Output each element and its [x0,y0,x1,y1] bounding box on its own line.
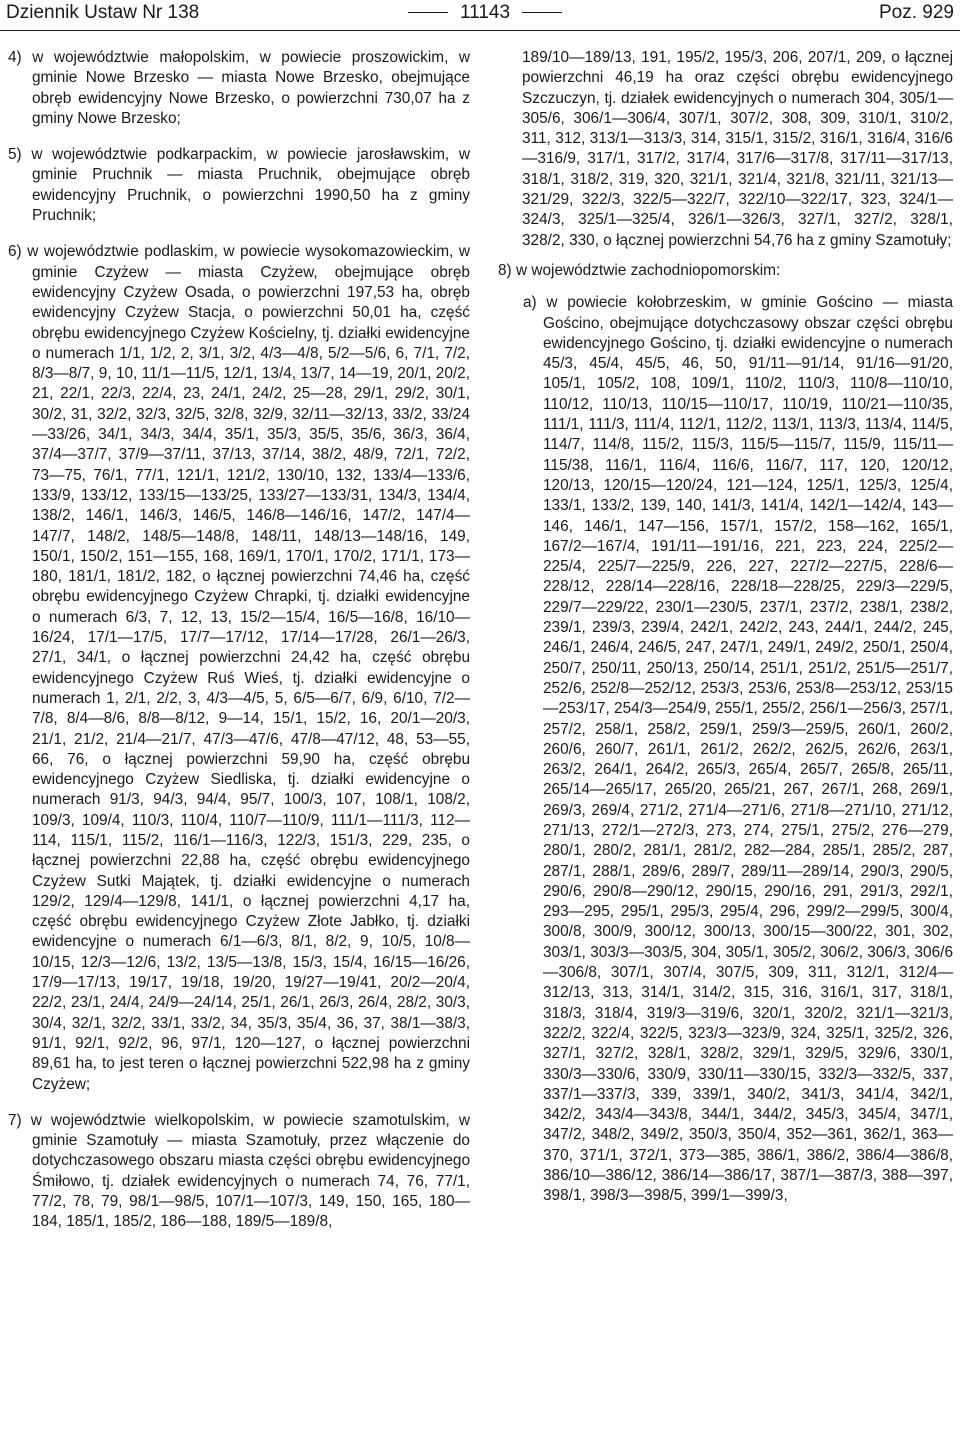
right-column [498,48,953,1207]
item-8a: a) w powiecie kołobrzeskim, w gminie Gościno — miasta Gościno, obejmujące dotychczasowy obszar części obrębu ewidencyjnego Gościno, tj. działki ewidencyjne o numerach 45/3, 45/4, 45/5, 46, 50, 91/11—91/14, 91/16—91/20, 105/1, 105/2, 108, 109/1, 110/2, 110/3, 110/8—110/10, 110/12, 110/13, 110/15—110/17, 110/19, 110/21—110/35, 111/1, 111/3, 111/4, 112/1, 112/2, 113/1, 113/3, 113/4, 114/5, 114/7, 114/8, 115/2, 115/3, 115/5—115/7, 115/9, 115/11—115/38, 116/1, 116/4, 116/6, 116/7, 117, 120, 120/12, 120/13, 120/15—120/24, 121—124, 125/1, 125/3, 125/4, 133/1, 133/2, 139, 140, 141/3, 141/4, 142/1—142/4, 143—146, 146/1, 147—156, 157/1, 157/2, 158—162, 165/1, 167/2—167/4, 191/11—191/16, 221, 223, 224, 225/2—225/4, 225/7—225/9, 226, 227, 227/2—227/5, 228/6—228/12, 228/14—228/16, 228/18—228/25, 229/3—229/5, 229/7—229/22, 230/1—230/5, 237/1, 237/2, 238/1, 238/2, 239/1, 239/3, 239/4, 242/1, 242/2, 243, 244/1, 244/2, 245, 246/1, 246/4, 246/5, 247, 247/1, 249/1, 249/2, 250/1, 250/4, 250/7, 250/11, 250/13, 250/14, 251/1, 251/2, 251/5—251/7, 252/6, 252/8—252/12, 253/3, 253/6, 253/8—253/12, 253/15—253/17, 254/3—254/9, 255/1, 255/2, 256/1—256/3, 257/1, 257/2, 258/1, 258/2, 259/1, 259/3—259/5, 260/1, 260/2, 260/6, 260/7, 261/1, 261/2, 262/2, 262/5, 262/6, 263/1, 263/2, 264/1, 264/2, 265/3, 265/4, 265/7, 265/8, 265/11, 265/14—265/17, 265/20, 265/21, 267, 267/1, 268, 269/1, 269/3, 269/4, 271/2, 271/4—271/6, 271/8—271/10, 271/12, 271/13, 272/1—272/3, 273, 274, 275/1, 275/2, 276—279, 280/1, 280/2, 281/1, 281/2, 282—284, 285/1, 285/2, 287, 287/1, 288/1, 289/6, 289/7, 289/11—289/14, 290/3, 290/5, 290/6, 290/8—290/12, 290/15, 290/16, 291, 291/3, 292/1, 293—295, 295/1, 295/3, 295/4, 296, 299/2—299/5, 300/4, 300/8, 300/9, 300/12, 300/13, 300/15—300/22, 301, 302, 303/1, 303/3—303/5, 304, 305/1, 305/2, 306/2, 306/3, 306/6—306/8, 307/1, 307/4, 307/5, 309, 311, 312/1, 312/4—312/13, 313, 314/1, 314/2, 315, 316, 316/1, 317, 318/1, 318/3, 318/4, 319/3—319/6, 320/1, 320/2, 321/1—321/3, 322/2, 322/4, 322/5, 323/3—323/9, 324, 325/1, 325/2, 326, 327/1, 327/2, 328/1, 328/2, 329/1, 329/5, 329/6, 330/1, 330/3—330/6, 330/9, 330/11—330/15, 332/3—332/5, 337, 337/1—337/3, 339, 339/1, 340/2, 341/3, 341/4, 342/1, 342/2, 343/4—343/8, 344/1, 344/2, 345/3, 345/4, 347/1, 347/2, 348/2, 349/2, 350/3, 350/4, 352—361, 362/1, 363—370, 371/1, 372/1, 373—385, 386/1, 386/2, 386/4—386/8, 386/10—386/12, 386/14—386/17, 387/1—387/3, 388—397, 398/1, 398/3—398/5, 399/1—399/3, [523,294,953,1205]
item-5: 5) w województwie podkarpackim, w powiecie jarosławskim, w gminie Pruchnik — miasta Pruchnik, obejmujące obręb ewidencyjny Pruchnik, o powierzchni 1990,50 ha z gminy Pruchnik; [8,146,470,225]
item-4: 4) w województwie małopolskim, w powiecie proszowickim, w gminie Nowe Brzesko — miasta Nowe Brzesko, obejmujące obręb ewidencyjny Nowe Brzesko, o powierzchni 730,07 ha z gminy Nowe Brzesko; [8,49,470,127]
header-rule [0,30,960,31]
page-number-value: 11143 [460,2,511,23]
item-6: 6) w województwie podlaskim, w powiecie wysokomazowieckim, w gminie Czyżew — miasta Czyżew, obejmujące obręb ewidencyjny Czyżew Osada, o powierzchni 197,53 ha, obręb ewidencyjny Czyżew Stacja, o powierzchni 50,01 ha, część obrębu ewidencyjnego Czyżew Kościelny, tj. działki ewidencyjne o numerach 1/1, 1/2, 2, 3/1, 3/2, 4/3—4/8, 5/2—5/6, 6, 7/1, 7/2, 8/3—8/7, 9, 10, 11/1—11/5, 12/1, 13/4, 13/7, 14—19, 20/1, 20/2, 21, 22/1, 22/3, 22/4, 23, 24/1, 24/2, 25—28, 29/1, 29/2, 30/1, 30/2, 31, 32/2, 32/3, 32/5, 32/8, 32/9, 32/11—32/13, 33/2, 33/24—33/26, 34/1, 34/3, 34/4, 35/1, 35/3, 35/5, 35/6, 36/3, 36/4, 37/4—37/7, 37/9—37/11, 37/13, 37/14, 38/2, 48/9, 72/1, 72/2, 73—75, 76/1, 77/1, 121/1, 121/2, 130/10, 132, 133/4—133/6, 133/9, 133/12, 133/15—133/25, 133/27—133/31, 134/3, 134/4, 138/2, 146/1, 146/3, 146/5, 146/8—146/16, 147/2, 147/4—147/7, 148/2, 148/5—148/8, 148/11, 148/13—148/16, 149, 150/1, 150/2, 151—155, 168, 169/1, 170/1, 170/2, 171/1, 173—180, 181/1, 181/2, 182, o łącznej powierzchni 74,46 ha, część obrębu ewidencyjnego Czyżew Chrapki, tj. działki ewidencyjne o numerach 6/3, 7, 12, 13, 15/2—15/4, 16/5—16/8, 16/10—16/24, 17/1—17/5, 17/7—17/12, 17/14—17/28, 26/1—26/3, 27/1, 34/1, o łącznej powierzchni 24,42 ha, część obrębu ewidencyjnego Czyżew Ruś Wieś, tj. działki ewidencyjne o numerach 1, 2/1, 2/2, 3, 4/3—4/5, 5, 6/5—6/7, 6/9, 6/10, 7/2—7/8, 8/4—8/6, 8/8—8/12, 9—14, 15/1, 15/2, 16, 20/1—20/3, 21/1, 21/2, 21/4—21/7, 47/3—47/6, 47/8—47/12, 48, 53—55, 66, 76, o łącznej powierzchni 59,90 ha, część obrębu ewidencyjnego Czyżew Siedliska, tj. działki ewidencyjne o numerach 91/3, 94/3, 94/4, 95/7, 100/3, 107, 108/1, 108/2, 109/3, 109/4, 110/3, 110/4, 110/7—110/9, 111/1—111/3, 112—114, 115/1, 115/2, 116/1—116/3, 122/3, 151/3, 229, 235, o łącznej powierzchni 22,88 ha, część obrębu ewidencyjnego Czyżew Sutki Majątek, tj. działki ewidencyjne o numerach 129/2, 129/4—129/8, 141/1, o łącznej powierzchni 4,17 ha, część obrębu ewidencyjnego Czyżew Złote Jabłko, tj. działki ewidencyjne o numerach 6/1—6/3, 8/1, 8/2, 9, 10/5, 10/8—10/15, 12/3—12/6, 13/2, 13/5—13/8, 15/3, 15/4, 16/15—16/26, 17/9—17/13, 19/17, 19/18, 19/20, 19/27—19/41, 20/2—20/4, 22/2, 23/1, 24/4, 24/9—24/14, 25/1, 26/1, 26/3, 26/4, 28/2, 30/3, 30/4, 32/1, 32/2, 33/1, 33/2, 34, 35/3, 35/4, 36, 37, 38/1—38/3, 91/1, 92/1, 92/2, 96, 97/1, 120—127, o łącznej powierzchni 89,61 ha, to jest teren o łącznej powierzchni 522,98 ha z gminy Czyżew; [8,243,470,1093]
journal-title: Dziennik Ustaw Nr 138 [6,2,200,23]
dash-left [408,12,448,13]
item-7: 7) w województwie wielkopolskim, w powiecie szamotulskim, w gminie Szamotuły — miasta Szamotuły, przez włączenie do dotychczasowego obszaru miasta części obrębu ewidencyjnego Śmiłowo, tj. działek ewidencyjnych o numerach 74, 76, 77/1, 77/2, 78, 79, 98/1—98/5, 107/1—107/3, 149, 150, 165, 180—184, 185/1, 185/2, 186—188, 189/5—189/8, [8,1111,470,1231]
page-header [0,0,960,30]
left-column [8,48,470,1249]
page-number [396,2,574,24]
position-label: Poz. 929 [879,2,954,23]
item-8-heading: 8) w województwie zachodniopomorskim: [498,261,781,279]
dash-right [522,12,562,13]
item-7-continuation: 189/10—189/13, 191, 195/2, 195/3, 206, 207/1, 209, o łącznej powierzchni 46,19 ha oraz części obrębu ewidencyjnego Szczuczyn, tj. działek ewidencyjnych o numerach 304, 305/1—305/6, 306/1—306/4, 307/1, 307/2, 308, 309, 310/1, 310/2, 311, 312, 313/1—313/3, 314, 315/1, 315/2, 316/1, 316/4, 316/6—316/9, 317/1, 317/2, 317/4, 317/6—317/8, 317/11—317/13, 318/1, 318/2, 319, 320, 321/1, 321/4, 321/8, 321/11, 321/13—321/29, 322/3, 322/5—322/7, 322/10—322/17, 323, 324/1—324/3, 325/1—325/4, 326/1—326/3, 327/1, 327/2, 328/1, 328/2, 330, o łącznej powierzchni 54,76 ha z gminy Szamotuły; [522,49,953,249]
